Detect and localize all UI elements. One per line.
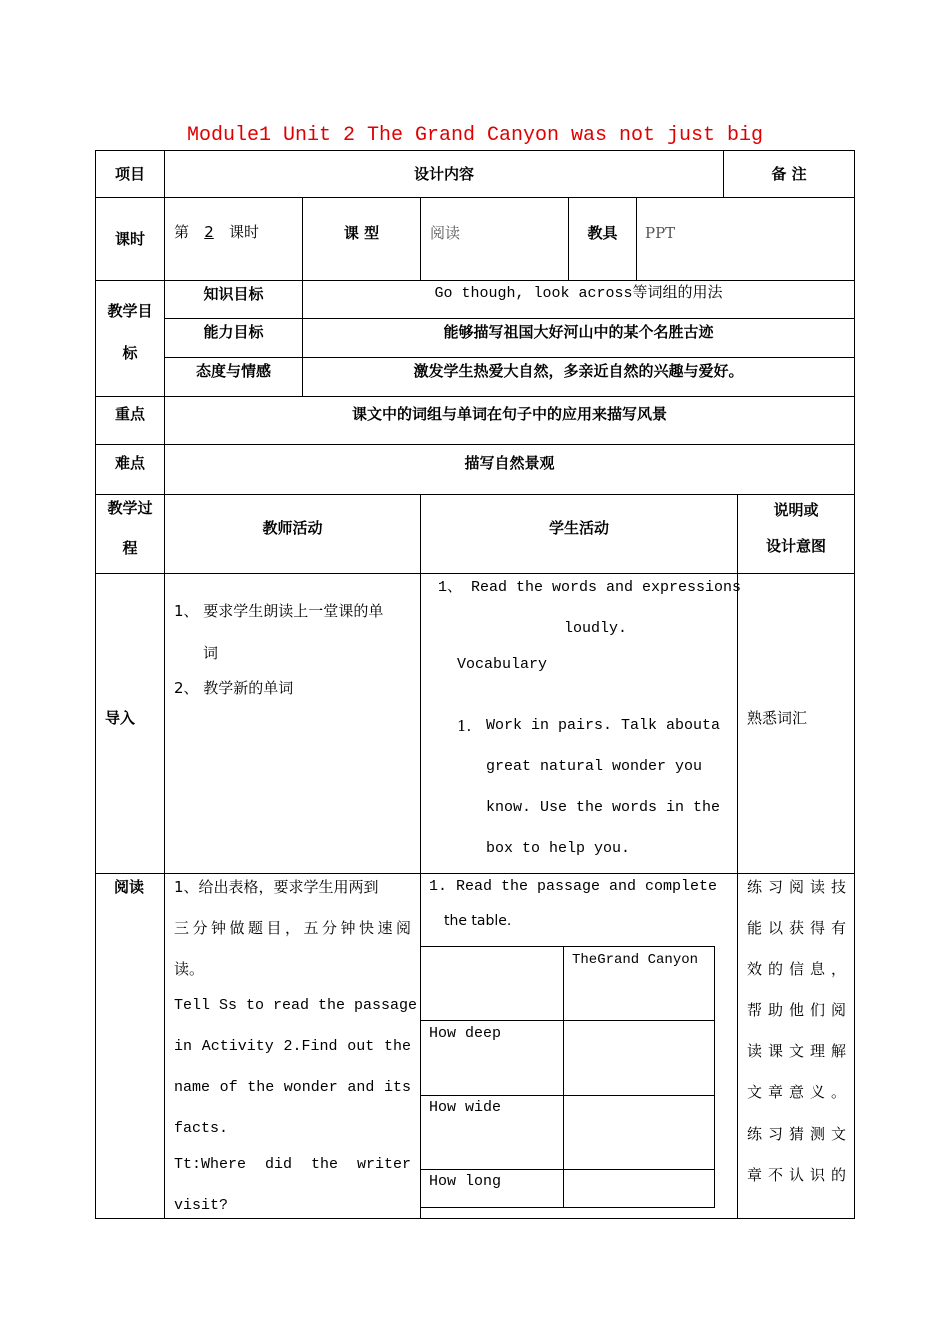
reading-teacher-2a: Tell Ss to read the passage <box>174 997 418 1014</box>
reading-note-line: 文章意义。 <box>747 1083 846 1101</box>
reading-note-line: 读课文理解 <box>747 1042 846 1060</box>
key-point-value: 课文中的词组与单词在句子中的应用来描写风景 <box>351 405 667 423</box>
intro-label: 导入 <box>105 709 136 727</box>
header-content: 设计内容 <box>413 165 474 183</box>
header-item: 项目 <box>114 165 145 183</box>
reading-label: 阅读 <box>114 878 145 896</box>
reading-teacher-2d: facts. <box>174 1120 229 1137</box>
reading-note-line: 练习阅读技 <box>747 878 846 896</box>
intro-note: 熟悉词汇 <box>747 709 808 727</box>
reading-teacher-2c: name of the wonder and its <box>174 1079 411 1096</box>
reading-teacher-3b: visit? <box>174 1197 229 1214</box>
reading-note-line: 章不认识的 <box>747 1166 846 1184</box>
period-label: 课时 <box>114 230 145 248</box>
intro-student-2a: Work in pairs. Talk abouta <box>486 717 721 734</box>
ability-value: 能够描写祖国大好河山中的某个名胜古迹 <box>443 323 714 341</box>
goals-label-line2: 标 <box>122 344 138 362</box>
inner-table-row-label: How long <box>429 1173 502 1190</box>
reading-teacher-1b: 三分钟做题目，五分钟快速阅 <box>174 919 411 937</box>
reading-teacher-3a: Tt:Where did the writer <box>174 1156 411 1173</box>
reading-note-line: 效的信息， <box>747 960 846 978</box>
reading-note-line: 帮助他们阅 <box>747 1001 846 1019</box>
attitude-value: 激发学生热爱大自然，多亲近自然的兴趣与爱好。 <box>413 362 744 380</box>
intro-student-1a: 1、 Read the words and expressions <box>438 579 742 596</box>
inner-table-row-label: How wide <box>429 1099 502 1116</box>
attitude-label: 态度与情感 <box>195 362 271 380</box>
reading-note-line: 练习猜测文 <box>747 1125 846 1143</box>
header-remarks: 备 注 <box>771 165 807 183</box>
ability-label: 能力目标 <box>203 323 264 341</box>
document-title: Module1 Unit 2 The Grand Canyon was not just big <box>186 124 764 147</box>
reading-teacher-1a: 1、给出表格，要求学生用两到 <box>174 878 379 896</box>
inner-table-header: TheGrand Canyon <box>572 952 699 968</box>
type-value: 阅读 <box>430 224 461 242</box>
period-value: 第 2 课时 <box>174 223 260 241</box>
process-label-line1: 教学过 <box>107 499 153 517</box>
reading-note-line: 能以获得有 <box>747 919 846 937</box>
intro-student-2c: know. Use the words in the <box>486 799 721 816</box>
reading-student-1b: the table. <box>444 913 512 929</box>
difficulty-value: 描写自然景观 <box>464 454 555 472</box>
note-header-line2: 设计意图 <box>765 537 826 555</box>
note-header-line1: 说明或 <box>773 501 819 519</box>
intro-student-1b: loudly. <box>564 620 628 637</box>
intro-teacher-2: 2、 教学新的单词 <box>174 679 294 697</box>
process-label-line2: 程 <box>122 539 138 557</box>
intro-student-2-num: 1. <box>457 717 472 735</box>
reading-student-1a: 1. Read the passage and complete <box>429 878 718 895</box>
knowledge-value: Go though, look across等词组的用法 <box>434 285 723 302</box>
difficulty-label: 难点 <box>114 454 145 472</box>
goals-label-line1: 教学目 <box>107 302 153 320</box>
intro-student-2b: great natural wonder you <box>486 758 703 775</box>
intro-teacher-1a: 1、 要求学生朗读上一堂课的单 <box>174 602 384 620</box>
student-activity-header: 学生活动 <box>548 519 609 537</box>
key-point-label: 重点 <box>114 405 145 423</box>
knowledge-label: 知识目标 <box>203 285 264 303</box>
aids-value: PPT <box>645 224 676 242</box>
aids-label: 教具 <box>587 224 618 242</box>
reading-teacher-2b: in Activity 2.Find out the <box>174 1038 411 1055</box>
intro-teacher-1b: 词 <box>203 644 219 662</box>
intro-student-2d: box to help you. <box>486 840 631 857</box>
inner-table-row-label: How deep <box>429 1025 502 1042</box>
teacher-activity-header: 教师活动 <box>262 519 323 537</box>
intro-student-vocab: Vocabulary <box>457 656 548 673</box>
type-label: 课 型 <box>343 224 380 242</box>
reading-teacher-1c: 读。 <box>174 960 205 978</box>
